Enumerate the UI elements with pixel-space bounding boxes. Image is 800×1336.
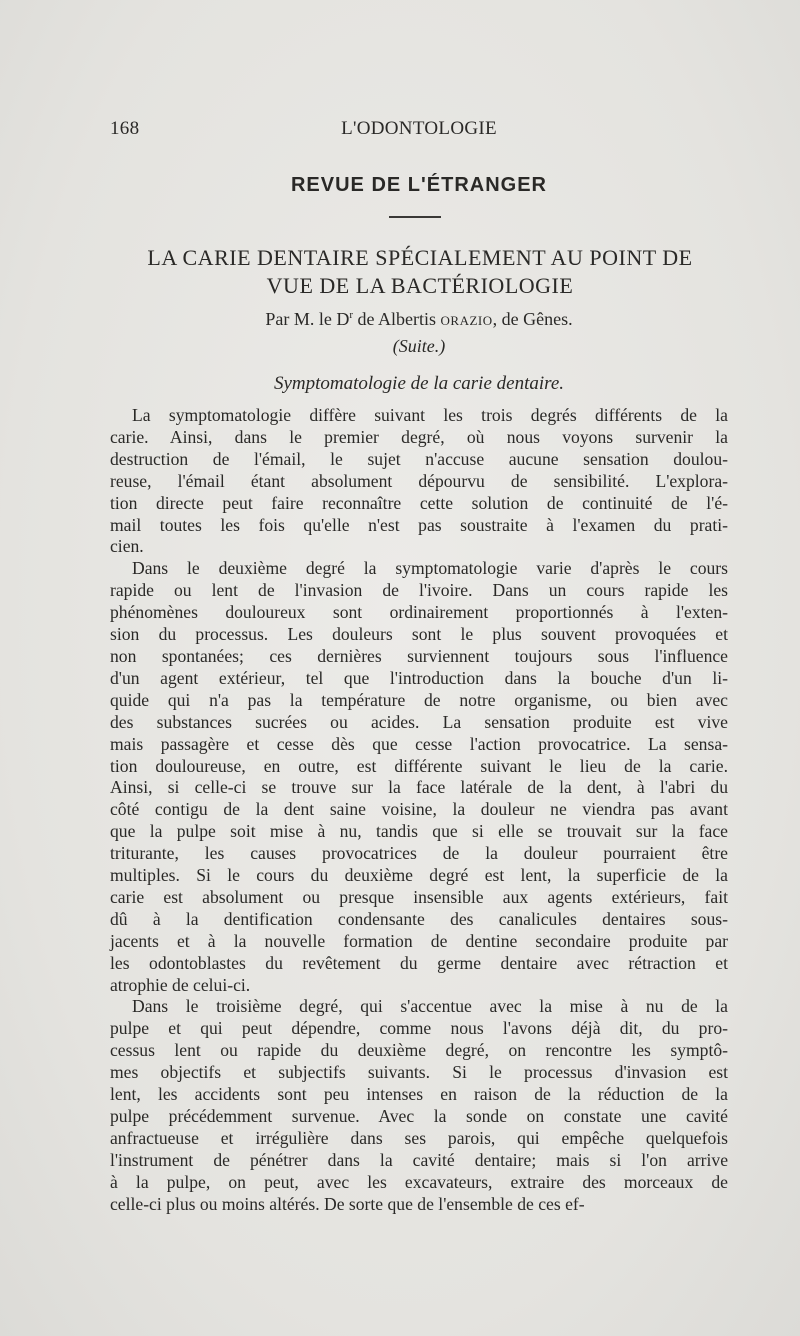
paragraph [110,558,728,996]
text-line: côté contigu de la dent saine voisine, la douleur ne viendra pas avant [110,799,728,820]
text-line: jacents et à la nouvelle formation de dentine secondaire produite par [110,930,728,951]
text-line: celle-ci plus ou moins altérés. De sorte que de l'ensemble de ces ef- [110,1193,585,1214]
text-line: que la pulpe soit mise à nu, tandis que si elle se trouvait sur la face [110,821,728,842]
text-line: sion du processus. Les douleurs sont le plus souvent provoquées et [110,624,728,645]
byline-prefix-sup: r [349,309,354,321]
text-line: Dans le troisième degré, qui s'accentue avec la mise à nu de la [132,996,728,1017]
byline-name: de Albertis [353,309,441,329]
text-line: mes objectifs et subjectifs suivants. Si le processus d'invasion est [110,1062,728,1083]
text-line: mais passagère et cesse dès que cesse l'action provocatrice. La sensa- [110,733,728,754]
continuation-note: (Suite.) [392,336,446,356]
page-number: 168 [110,118,140,139]
article-body [110,405,728,1216]
text-line: atrophie de celui-ci. [110,974,251,995]
text-line: cessus lent ou rapide du deuxième degré, on rencontre les symptô- [110,1040,728,1061]
text-line: anfractueuse et irrégulière dans ses parois, qui empêche quelquefois [110,1127,728,1148]
byline-prefix: Par M. le D [265,309,350,329]
text-line: lent, les accidents sont peu intenses en raison de la réduction de la [110,1084,728,1105]
text-line: multiples. Si le cours du deuxième degré est lent, la superficie de la [110,865,728,886]
text-line: des substances sucrées ou acides. La sensation produite est vive [110,711,728,732]
text-line: reuse, l'émail étant absolument dépourvu de sensibilité. L'explora- [110,470,728,491]
text-line: non spontanées; ces dernières surviennent toujours sous l'influence [110,645,728,666]
text-line: carie est absolument ou presque insensible aux agents extérieurs, fait [110,886,728,907]
text-line: triturante, les causes provocatrices de la douleur pourraient être [110,843,728,864]
text-line: quide qui n'a pas la température de notre organisme, ou bien avec [110,689,728,710]
text-line: tion douloureuse, en outre, est différente suivant le lieu de la carie. [110,755,728,776]
text-line: cien. [110,536,144,557]
subsection-title: Symptomatologie de la carie dentaire. [273,373,565,394]
article-title [100,244,740,300]
text-line: pulpe précédemment survenue. Avec la sonde on constate une cavité [110,1106,728,1126]
text-line: l'instrument de pénétrer dans la cavité dentaire; mais si l'on arrive [110,1149,728,1170]
text-line: dû à la dentification condensante des canalicules dentaires sous- [110,908,728,929]
paragraph [110,405,728,558]
article-title-line-2: VUE DE LA BACTÉRIOLOGIE [266,273,574,298]
paragraph [110,996,728,1215]
text-line: rapide ou lent de l'invasion de l'ivoire. Dans un cours rapide les [110,580,728,601]
text-line: carie. Ainsi, dans le premier degré, où nous voyons survenir la [110,426,728,447]
title-divider [389,216,441,218]
running-header [110,118,728,142]
text-line: Dans le deuxième degré la symptomatologie varie d'après le cours [132,558,728,579]
section-title: REVUE DE L'ÉTRANGER [290,174,547,196]
text-line: destruction de l'émail, le sujet n'accuse aucune sensation doulou- [110,448,728,469]
article-title-line-1: LA CARIE DENTAIRE SPÉCIALEMENT AU POINT DE [147,245,693,270]
text-line: phénomènes douloureux sont ordinairement proportionnés à l'exten- [110,602,728,623]
byline-surname: ORAZIO [440,313,493,328]
text-line: à la pulpe, on peut, avec les excavateurs, extraire des morceaux de [110,1171,728,1192]
text-line: La symptomatologie diffère suivant les trois degrés différents de la [132,405,728,425]
text-line: tion directe peut faire reconnaître cette solution de continuité de l'é- [110,492,728,513]
text-line: les odontoblastes du revêtement du germe dentaire avec rétraction et [110,952,728,973]
journal-title: L'ODONTOLOGIE [341,118,497,139]
byline-suffix: , de Gênes. [492,309,573,329]
text-line: pulpe et qui peut dépendre, comme nous l'avons déjà dit, du pro- [110,1018,728,1039]
text-line: mail toutes les fois qu'elle n'est pas soustraite à l'examen du prati- [110,514,728,535]
text-line: d'un agent extérieur, tel que l'introduction dans la bouche d'un li- [110,667,728,688]
text-line: Ainsi, si celle-ci se trouve sur la face latérale de la dent, à l'abri du [110,777,728,798]
byline [110,309,728,330]
